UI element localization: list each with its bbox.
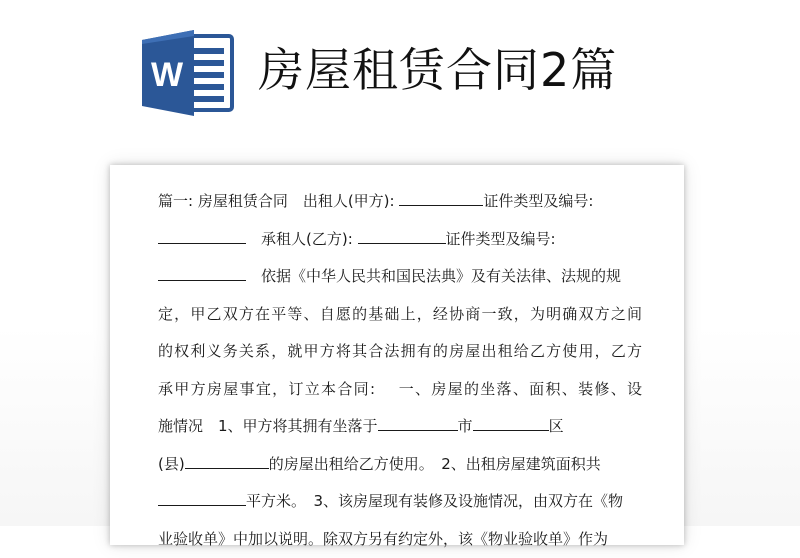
document-line [158,221,642,259]
document-text: 篇一: 房屋租赁合同 出租人(甲方): [158,192,399,210]
document-line [158,408,642,446]
fill-in-blank [158,488,246,506]
document-text: 承甲方房屋事宜，订立本合同: 一、房屋的坐落、面积、装修、设 [158,380,642,398]
document-line [158,371,642,409]
document-text: 承租人(乙方): [246,230,358,248]
document-text: 依据《中华人民共和国民法典》及有关法律、法规的规 [246,267,621,285]
document-text: 证件类型及编号: [483,192,593,210]
document-text: 区 [549,417,564,435]
document-line [158,333,642,371]
document-text: 市 [458,417,473,435]
fill-in-blank [158,263,246,281]
document-text: 施情况 1、甲方将其拥有坐落于 [158,417,378,435]
document-line [158,483,642,521]
document-text: 平方米。 3、该房屋现有装修及设施情况，由双方在《物 [246,492,623,510]
page-header [0,0,800,150]
document-text: 证件类型及编号: [446,230,556,248]
document-page [110,165,684,545]
document-line [158,446,642,484]
fill-in-blank [185,451,269,469]
word-document-icon [142,30,236,116]
document-text: 定，甲乙双方在平等、自愿的基础上，经协商一致，为明确双方之间 [158,305,642,323]
fill-in-blank [473,413,549,431]
word-icon-letter: W [151,56,184,94]
fill-in-blank [378,413,458,431]
document-text: 的房屋出租给乙方使用。 2、出租房屋建筑面积共 [269,455,601,473]
document-title: 房屋租赁合同2篇 [258,42,617,98]
document-line [158,183,642,221]
fill-in-blank [399,188,483,206]
document-line [158,521,642,558]
document-line [158,258,642,296]
document-body [158,183,642,558]
fill-in-blank [358,226,446,244]
document-text: 业验收单》中加以说明。除双方另有约定外，该《物业验收单》作为 [158,530,608,548]
document-text: 的权利义务关系，就甲方将其合法拥有的房屋出租给乙方使用，乙方 [158,342,642,360]
fill-in-blank [158,226,246,244]
document-text: (县) [158,455,185,473]
document-line [158,296,642,334]
